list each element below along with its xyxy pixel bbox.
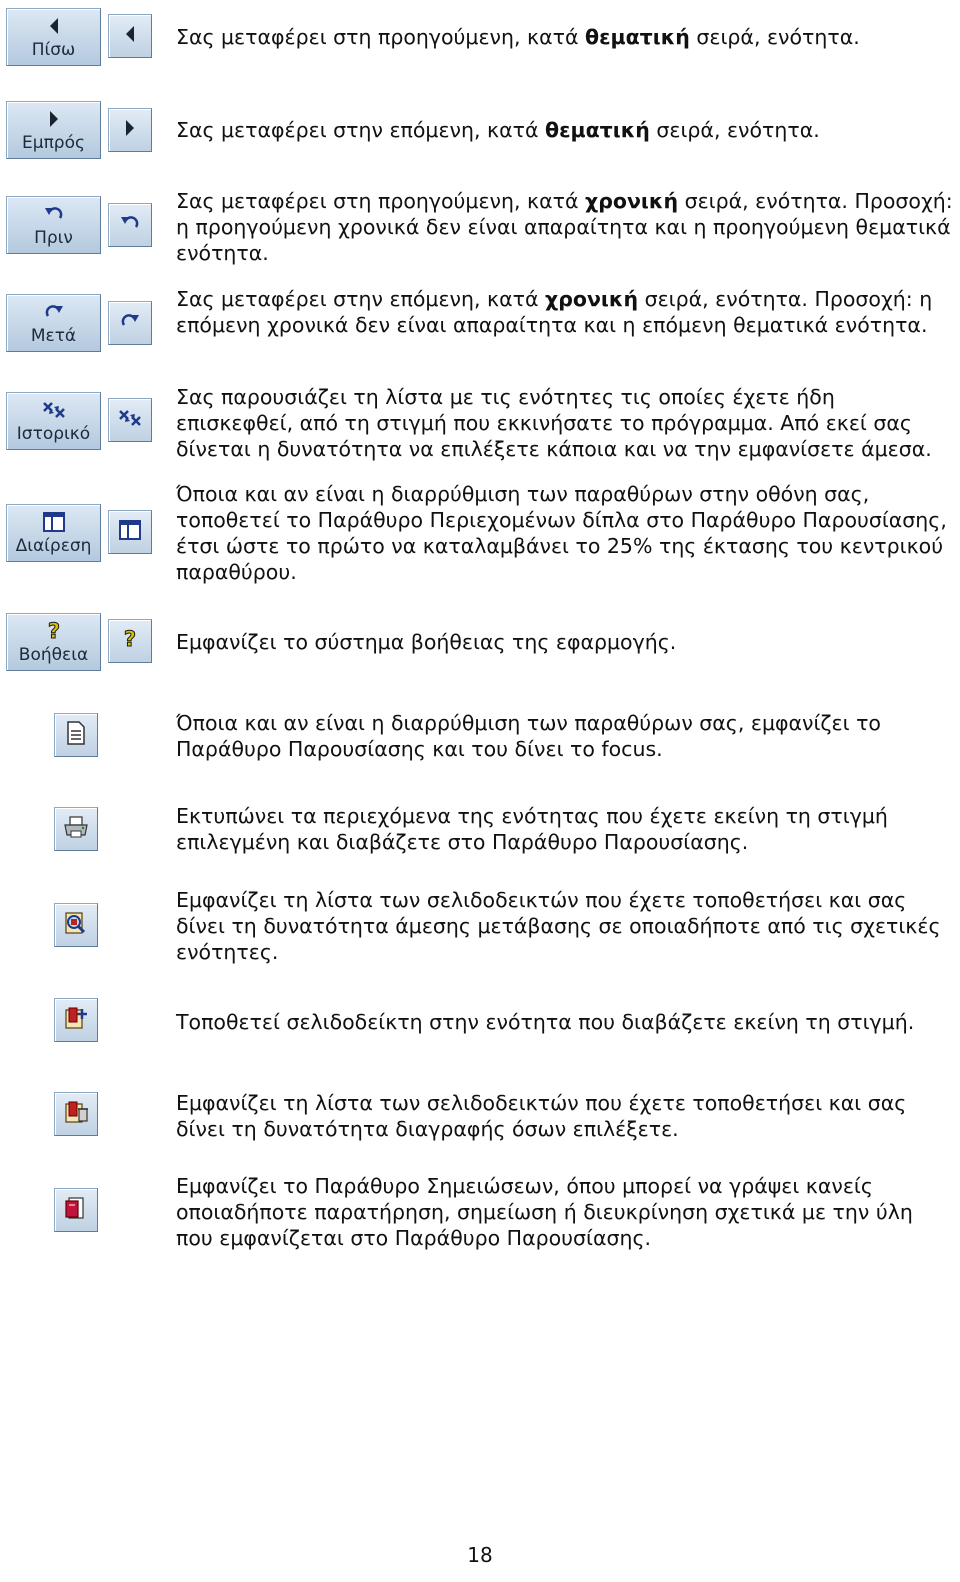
redo-arrow-icon [42,300,66,324]
history-button-label: Ιστορικό [16,424,91,444]
forward-arrow-icon [46,107,62,131]
previous-button-large[interactable] [6,196,101,254]
show-presentation-button[interactable] [54,713,98,757]
redo-arrow-icon [118,312,142,334]
forward-button-small[interactable] [108,108,152,152]
undo-arrow-icon [42,202,66,226]
split-button-label: Διαίρεση [15,536,92,556]
printer-icon [62,815,90,843]
delete-bookmarks-description: Εμφανίζει τη λίστα των σελιδοδεικτών που έχετε τοποθετήσει και σας δίνει τη δυνατότητα διαγραφής όσων επιλέξετε. [176,1091,907,1141]
split-button-large[interactable] [6,504,101,562]
split-window-icon [118,519,142,545]
bookmarks-list-description: Εμφανίζει τη λίστα των σελιδοδεικτών που έχετε τοποθετήσει και σας δίνει τη δυνατότητα άμεσης μετάβασης σε οποιαδήποτε από τις σχετικές ενότητες. [176,888,941,964]
next-description: Σας μεταφέρει στην επόμενη, κατά χρονική σειρά, ενότητα. Προσοχή: η επόμενη χρονικά δεν είναι απαραίτητα και η επόμενη θεματικά ενότητα. [176,287,933,337]
show-presentation-description: Όποια και αν είναι η διαρρύθμιση των παραθύρων σας, εμφανίζει το Παράθυρο Παρουσίασης και του δίνει το focus. [176,711,881,761]
forward-arrow-icon [122,118,138,142]
back-description: Σας μεταφέρει στη προηγούμενη, κατά θεματική σειρά, ενότητα. [176,25,860,49]
split-description: Όποια και αν είναι η διαρρύθμιση των παραθύρων στην οθόνη σας, τοποθετεί το Παράθυρο Περιεχομένων δίπλα στο Παράθυρο Παρουσίασης, έτσι ώστε το πρώτο να καταλαμβάνει το 25% της έκτασης του κεντρικού παραθύρου. [176,482,947,584]
help-icon [44,619,64,643]
notes-icon [63,1195,89,1225]
bookmark-search-icon [62,910,90,940]
forward-description: Σας μεταφέρει στην επόμενη, κατά θεματική σειρά, ενότητα. [176,118,820,142]
print-button[interactable] [54,807,98,851]
history-button-small[interactable] [108,398,152,442]
split-button-small[interactable] [108,510,152,554]
svg-text:?: ? [47,619,60,643]
back-arrow-icon [122,24,138,48]
forward-button-large[interactable] [6,101,101,159]
history-description: Σας παρουσιάζει τη λίστα με τις ενότητες τις οποίες έχετε ήδη επισκεφθεί, από τη στιγμή που εκκινήσατε το πρόγραμμα. Από εκεί σας δίνεται η δυνατότητα να επιλέξετε κάποια και να την εμφανίσετε άμεσα. [176,385,932,461]
back-button-label: Πίσω [31,40,76,60]
previous-button-small[interactable] [108,203,152,247]
previous-description: Σας μεταφέρει στη προηγούμενη, κατά χρονική σειρά, ενότητα. Προσοχή: η προηγούμενη χρονικά δεν είναι απαραίτητα και η προηγούμενη θεματικά ενότητα. [176,189,953,265]
back-arrow-icon [46,14,62,38]
back-button-small[interactable] [108,14,152,58]
svg-text:?: ? [123,627,137,651]
print-description: Εκτυπώνει τα περιεχόμενα της ενότητας που έχετε εκείνη τη στιγμή επιλεγμένη και διαβάζετε στο Παράθυρο Παρουσίασης. [176,804,888,854]
help-button-label: Βοήθεια [18,645,89,665]
undo-arrow-icon [118,214,142,236]
delete-bookmarks-button[interactable] [54,1092,98,1136]
help-description: Εμφανίζει το σύστημα βοήθειας της εφαρμογής. [176,630,677,654]
split-window-icon [42,510,66,534]
help-icon [120,627,140,655]
back-button-large[interactable] [6,8,101,66]
notes-button[interactable] [54,1188,98,1232]
add-bookmark-button[interactable] [54,998,98,1042]
page-number: 18 [467,1543,493,1567]
notes-description: Εμφανίζει το Παράθυρο Σημειώσεων, όπου μπορεί να γράψει κανείς οποιαδήποτε παρατήρηση, σημείωση ή διευκρίνηση σχετικά με την ύλη που εμφανίζεται στο Παράθυρο Παρουσίασης. [176,1174,913,1250]
help-button-small[interactable] [108,619,152,663]
next-button-label: Μετά [30,326,77,346]
forward-button-label: Εμπρός [22,133,85,153]
history-icon [116,407,144,433]
bookmark-delete-icon [62,1099,90,1129]
history-icon [40,398,68,422]
previous-button-label: Πριν [34,228,73,248]
bookmark-add-icon [62,1005,90,1035]
history-button-large[interactable] [6,392,101,450]
bookmarks-list-button[interactable] [54,903,98,947]
add-bookmark-description: Τοποθετεί σελιδοδείκτη στην ενότητα που διαβάζετε εκείνη τη στιγμή. [176,1010,915,1034]
next-button-small[interactable] [108,301,152,345]
next-button-large[interactable] [6,294,101,352]
document-icon [65,720,87,750]
help-button-large[interactable] [6,613,101,671]
